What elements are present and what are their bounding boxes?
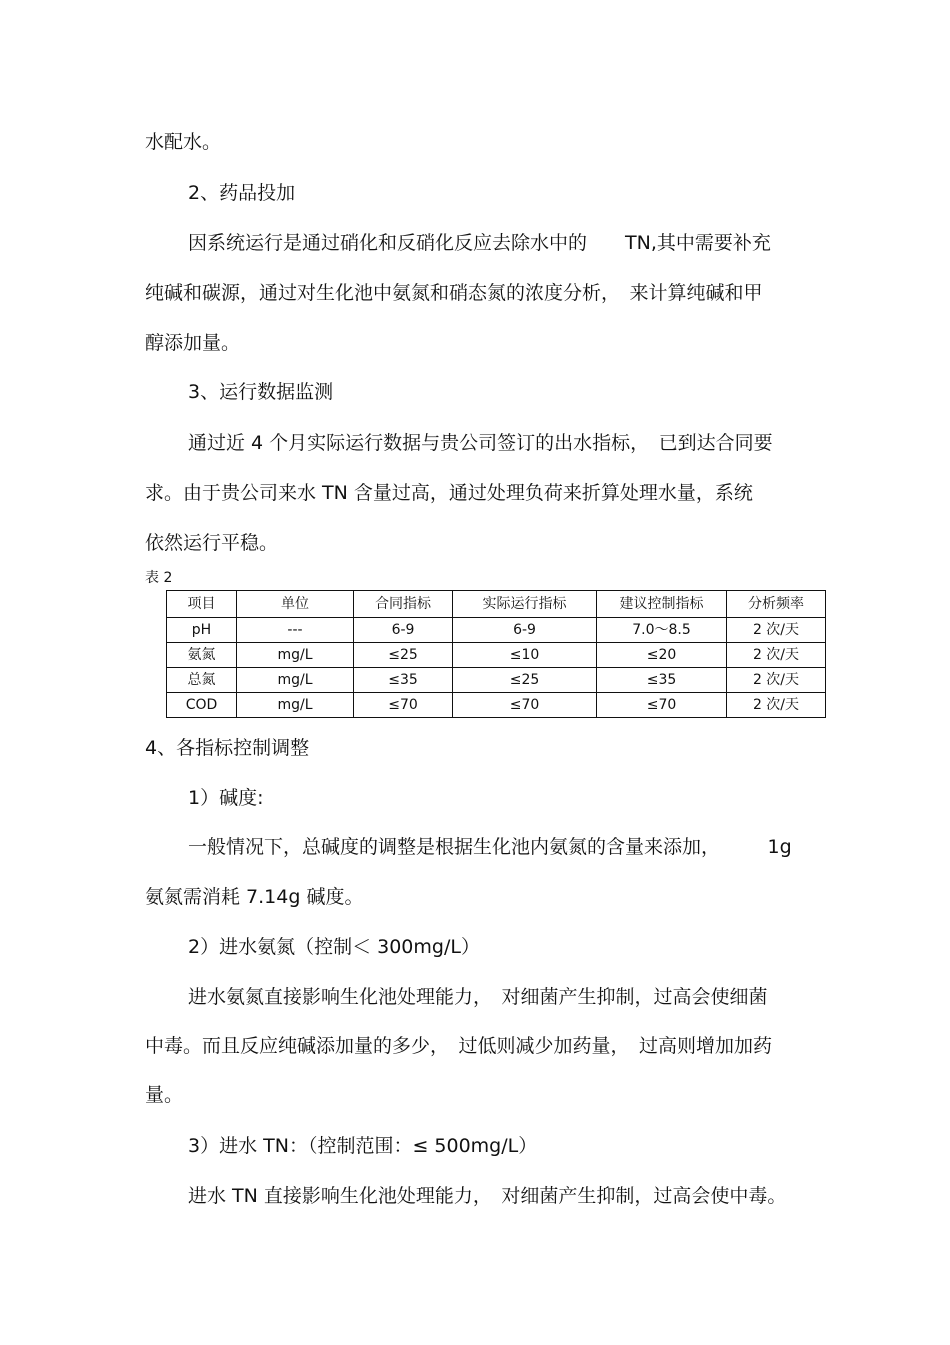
- paragraph-ammonia-line-3: 量。: [145, 1084, 184, 1106]
- table-row: [167, 693, 826, 718]
- table-cell: 2 次/天: [727, 643, 826, 668]
- paragraph-monitoring-line-3: 依然运行平稳。: [145, 532, 279, 554]
- paragraph-monitoring-line-1: 通过近 4 个月实际运行数据与贵公司签订的出水指标， 已到达合同要: [188, 432, 773, 454]
- table-cell: 总氮: [167, 668, 237, 693]
- indicator-table: [166, 590, 826, 718]
- table-cell: 2 次/天: [727, 668, 826, 693]
- table-cell: ≤25: [354, 643, 453, 668]
- paragraph-alkalinity-line-1: 一般情况下，总碱度的调整是根据生化池内氨氮的含量来添加， 1g: [188, 836, 792, 858]
- section-heading-control-adjustment: 4、各指标控制调整: [145, 737, 310, 759]
- table-row: [167, 643, 826, 668]
- table-cell: COD: [167, 693, 237, 718]
- table-cell: ≤70: [597, 693, 727, 718]
- table-cell: 6-9: [354, 618, 453, 643]
- table-cell: mg/L: [237, 643, 354, 668]
- table-header-row: [167, 591, 826, 618]
- column-header: 单位: [237, 591, 354, 618]
- paragraph-dosing-line-1: 因系统运行是通过硝化和反硝化反应去除水中的 TN,其中需要补充: [188, 232, 771, 254]
- paragraph-ammonia-line-2: 中毒。而且反应纯碱添加量的多少， 过低则减少加药量， 过高则增加加药: [145, 1035, 773, 1057]
- table-row: [167, 668, 826, 693]
- table-cell: mg/L: [237, 693, 354, 718]
- paragraph-tn-line-1: 进水 TN 直接影响生化池处理能力， 对细菌产生抑制，过高会使中毒。: [188, 1185, 787, 1207]
- table-cell: 2 次/天: [727, 618, 826, 643]
- table-cell: ≤25: [453, 668, 597, 693]
- subsection-heading-alkalinity: 1）碱度:: [188, 787, 264, 809]
- paragraph-continuation: 水配水。: [145, 131, 222, 153]
- column-header: 建议控制指标: [597, 591, 727, 618]
- paragraph-dosing-line-3: 醇添加量。: [145, 332, 241, 354]
- table-cell: mg/L: [237, 668, 354, 693]
- paragraph-dosing-line-2: 纯碱和碳源，通过对生化池中氨氮和硝态氮的浓度分析， 来计算纯碱和甲: [145, 282, 763, 304]
- column-header: 实际运行指标: [453, 591, 597, 618]
- section-heading-drug-dosing: 2、药品投加: [188, 182, 296, 204]
- subsection-heading-influent-ammonia: 2）进水氨氮（控制＜ 300mg/L）: [188, 936, 480, 958]
- table-cell: ≤35: [597, 668, 727, 693]
- column-header: 分析频率: [727, 591, 826, 618]
- table-cell: 6-9: [453, 618, 597, 643]
- table-cell: ≤20: [597, 643, 727, 668]
- table-cell: 氨氮: [167, 643, 237, 668]
- column-header: 合同指标: [354, 591, 453, 618]
- table-row: [167, 618, 826, 643]
- paragraph-ammonia-line-1: 进水氨氮直接影响生化池处理能力， 对细菌产生抑制，过高会使细菌: [188, 986, 768, 1008]
- paragraph-alkalinity-line-2: 氨氮需消耗 7.14g 碱度。: [145, 886, 364, 908]
- table-cell: ≤70: [354, 693, 453, 718]
- column-header: 项目: [167, 591, 237, 618]
- section-heading-monitoring: 3、运行数据监测: [188, 381, 334, 403]
- table-cell: pH: [167, 618, 237, 643]
- paragraph-monitoring-line-2: 求。由于贵公司来水 TN 含量过高，通过处理负荷来折算处理水量，系统: [145, 482, 753, 504]
- table-cell: ≤10: [453, 643, 597, 668]
- table-cell: 2 次/天: [727, 693, 826, 718]
- subsection-heading-influent-tn: 3）进水 TN：（控制范围：≤ 500mg/L）: [188, 1135, 538, 1157]
- table-caption: 表 2: [145, 570, 173, 586]
- table-cell: ≤35: [354, 668, 453, 693]
- table-cell: ---: [237, 618, 354, 643]
- table-cell: ≤70: [453, 693, 597, 718]
- table-cell: 7.0～8.5: [597, 618, 727, 643]
